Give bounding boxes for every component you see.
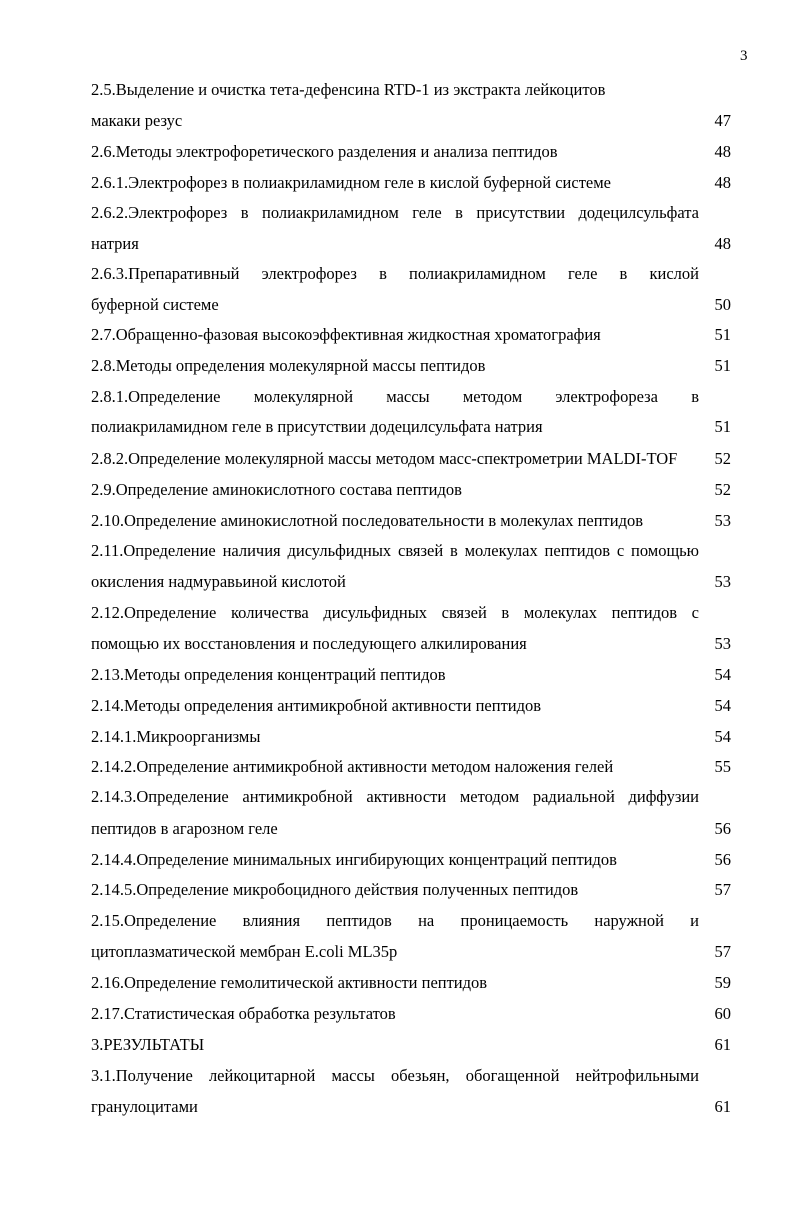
toc-page-number: 54 (714, 665, 731, 684)
toc-line (91, 324, 731, 346)
toc-page-number: 53 (714, 634, 731, 653)
toc-page-number: 60 (714, 1004, 731, 1023)
toc-line (91, 110, 731, 132)
toc-page-number: 59 (714, 973, 731, 992)
toc-page-number: 54 (714, 696, 731, 715)
toc-line (91, 571, 731, 593)
toc-entry-text: буферной системе (91, 295, 219, 314)
toc-page-number: 48 (714, 234, 731, 253)
toc-line (91, 386, 731, 408)
toc-line (91, 695, 731, 717)
toc-entry-text: макаки резус (91, 111, 183, 130)
toc-page-number: 53 (714, 572, 731, 591)
toc-entry-text: 2.11.Определение наличия дисульфидных связей в молекулах пептидов с помощью (91, 541, 699, 560)
toc-page-number: 52 (714, 449, 731, 468)
toc-page-number: 53 (714, 511, 731, 530)
toc-entry-text: 2.12.Определение количества дисульфидных связей в молекулах пептидов с (91, 603, 699, 622)
toc-line (91, 633, 731, 655)
toc-page-number: 55 (714, 757, 731, 776)
toc-line (91, 202, 731, 224)
toc-entry-text: 2.6.2.Электрофорез в полиакриламидном геле в присутствии додецилсульфата (91, 203, 699, 222)
toc-line (91, 972, 731, 994)
toc-entry-text: 2.14.4.Определение минимальных ингибирующих концентраций пептидов (91, 850, 617, 869)
toc-entry-text: 2.5.Выделение и очистка тета-дефенсина RTD-1 из экстракта лейкоцитов (91, 80, 606, 99)
toc-page-number: 57 (714, 942, 731, 961)
toc-line (91, 233, 731, 255)
toc-page-number: 48 (714, 142, 731, 161)
toc-entry-text: 2.15.Определение влияния пептидов на проницаемость наружной и (91, 911, 699, 930)
toc-line (91, 540, 731, 562)
toc-line (91, 294, 731, 316)
toc-page-number: 56 (714, 819, 731, 838)
toc-entry-text: 2.6.3.Препаративный электрофорез в полиакриламидном геле в кислой (91, 264, 699, 283)
toc-entry-text: 2.14.2.Определение антимикробной активности методом наложения гелей (91, 757, 614, 776)
toc-entry-text: 2.7.Обращенно-фазовая высокоэффективная жидкостная хроматография (91, 325, 601, 344)
toc-entry-text: 2.13.Методы определения концентраций пептидов (91, 665, 446, 684)
toc-entry-text: 2.10.Определение аминокислотной последовательности в молекулах пептидов (91, 511, 644, 530)
toc-line (91, 602, 731, 624)
toc-entry-text: 3.1.Получение лейкоцитарной массы обезьян, обогащенной нейтрофильными (91, 1066, 699, 1085)
toc-page-number: 61 (714, 1035, 731, 1054)
toc-entry-text: помощью их восстановления и последующего алкилирования (91, 634, 527, 653)
toc-page-number: 56 (714, 850, 731, 869)
toc-entry-text: 2.17.Статистическая обработка результатов (91, 1004, 396, 1023)
toc-line (91, 1003, 731, 1025)
toc-line (91, 416, 731, 438)
toc-page-number: 51 (714, 356, 731, 375)
toc-entry-text: пептидов в агарозном геле (91, 819, 278, 838)
toc-line (91, 664, 731, 686)
toc-page-number: 50 (714, 295, 731, 314)
toc-line (91, 263, 731, 285)
toc-entry-text: 2.6.1.Электрофорез в полиакриламидном геле в кислой буферной системе (91, 173, 612, 192)
toc-page-number: 51 (714, 325, 731, 344)
toc-entry-text: полиакриламидном геле в присутствии додецилсульфата натрия (91, 417, 543, 436)
toc-line (91, 479, 731, 501)
toc-line (91, 79, 731, 101)
toc-line (91, 141, 731, 163)
toc-entry-text: 2.8.2.Определение молекулярной массы методом масс-спектрометрии MALDI-TOF (91, 449, 678, 468)
toc-line (91, 849, 731, 871)
toc-line (91, 786, 731, 808)
page-number: 3 (740, 48, 748, 64)
toc-line (91, 448, 731, 470)
toc-line (91, 756, 731, 778)
toc-line (91, 879, 731, 901)
toc-entry-text: 2.16.Определение гемолитической активности пептидов (91, 973, 488, 992)
toc-line (91, 818, 731, 840)
toc-line (91, 726, 731, 748)
toc-line (91, 941, 731, 963)
toc-entry-text: 2.8.Методы определения молекулярной массы пептидов (91, 356, 486, 375)
toc-page-number: 54 (714, 727, 731, 746)
toc-line (91, 172, 731, 194)
toc-entry-text: окисления надмуравьиной кислотой (91, 572, 346, 591)
toc-page-number: 52 (714, 480, 731, 499)
toc-entry-text: 2.14.3.Определение антимикробной активности методом радиальной диффузии (91, 787, 699, 806)
toc-entry-text: 2.8.1.Определение молекулярной массы методом электрофореза в (91, 387, 699, 406)
toc-line (91, 1034, 731, 1056)
toc-entry-text: цитоплазматической мембран E.coli ML35p (91, 942, 398, 961)
toc-page-number: 48 (714, 173, 731, 192)
toc-page-number: 47 (714, 111, 731, 130)
toc-line (91, 355, 731, 377)
toc-page-number: 51 (714, 417, 731, 436)
toc-line (91, 910, 731, 932)
toc-entry-text: 2.9.Определение аминокислотного состава пептидов (91, 480, 462, 499)
toc-line (91, 510, 731, 532)
toc-entry-text: 2.6.Методы электрофоретического разделения и анализа пептидов (91, 142, 558, 161)
toc-line (91, 1096, 731, 1118)
toc-entry-text: 2.14.1.Микроорганизмы (91, 727, 261, 746)
toc-entry-text: 3.РЕЗУЛЬТАТЫ (91, 1035, 205, 1054)
toc-entry-text: 2.14.5.Определение микробоцидного действия полученных пептидов (91, 880, 579, 899)
toc-line (91, 1065, 731, 1087)
toc-entry-text: гранулоцитами (91, 1097, 198, 1116)
toc-entry-text: натрия (91, 234, 139, 253)
toc-page-number: 61 (714, 1097, 731, 1116)
toc-entry-text: 2.14.Методы определения антимикробной активности пептидов (91, 696, 542, 715)
toc-page-number: 57 (714, 880, 731, 899)
